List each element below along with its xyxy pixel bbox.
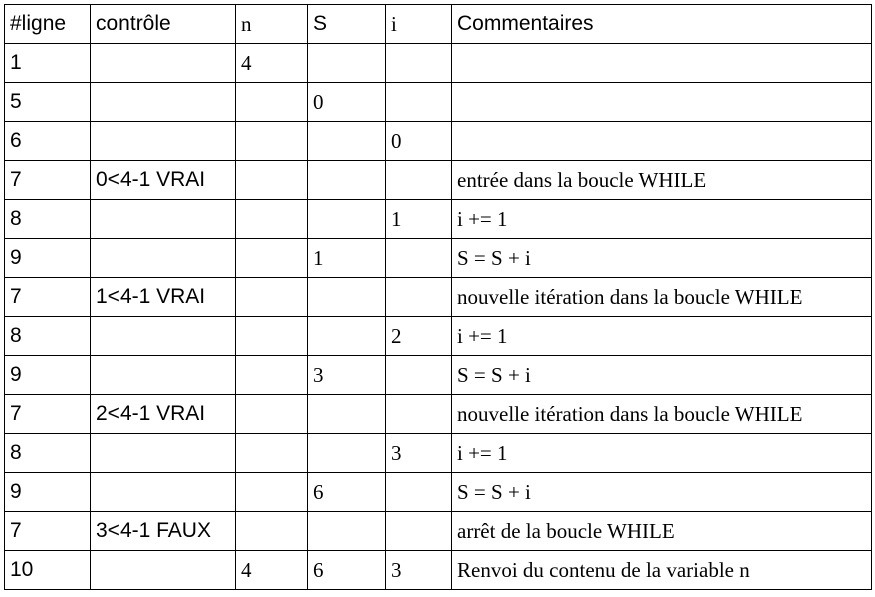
i-cell xyxy=(386,473,452,512)
s-cell xyxy=(308,317,386,356)
controle-cell: 3<4-1 FAUX xyxy=(91,512,236,551)
i-cell xyxy=(386,512,452,551)
n-cell xyxy=(236,512,308,551)
controle-cell xyxy=(91,473,236,512)
s-cell xyxy=(308,278,386,317)
controle-cell xyxy=(91,44,236,83)
commentaire-cell: nouvelle itération dans la boucle WHILE xyxy=(452,395,872,434)
n-cell xyxy=(236,122,308,161)
table-row xyxy=(5,122,872,161)
table-row xyxy=(5,317,872,356)
commentaire-cell: arrêt de la boucle WHILE xyxy=(452,512,872,551)
i-cell: 2 xyxy=(386,317,452,356)
table-row xyxy=(5,395,872,434)
s-cell xyxy=(308,395,386,434)
ligne-cell: 8 xyxy=(5,200,91,239)
commentaire-cell: S = S + i xyxy=(452,473,872,512)
controle-cell xyxy=(91,551,236,590)
table-row xyxy=(5,44,872,83)
controle-cell: 2<4-1 VRAI xyxy=(91,395,236,434)
n-cell xyxy=(236,356,308,395)
controle-cell xyxy=(91,317,236,356)
ligne-cell: 7 xyxy=(5,278,91,317)
ligne-cell: 9 xyxy=(5,356,91,395)
commentaire-cell: i += 1 xyxy=(452,200,872,239)
s-cell xyxy=(308,512,386,551)
header-n: n xyxy=(236,5,308,44)
table-row xyxy=(5,551,872,590)
i-cell xyxy=(386,83,452,122)
ligne-cell: 7 xyxy=(5,161,91,200)
commentaire-cell xyxy=(452,83,872,122)
table-body xyxy=(5,44,872,590)
commentaire-cell: i += 1 xyxy=(452,434,872,473)
s-cell: 3 xyxy=(308,356,386,395)
s-cell xyxy=(308,44,386,83)
controle-cell xyxy=(91,122,236,161)
i-cell: 3 xyxy=(386,434,452,473)
i-cell xyxy=(386,278,452,317)
controle-cell: 1<4-1 VRAI xyxy=(91,278,236,317)
s-cell: 0 xyxy=(308,83,386,122)
controle-cell: 0<4-1 VRAI xyxy=(91,161,236,200)
n-cell xyxy=(236,239,308,278)
table-row xyxy=(5,239,872,278)
controle-cell xyxy=(91,356,236,395)
i-cell xyxy=(386,395,452,434)
n-cell xyxy=(236,200,308,239)
n-cell xyxy=(236,473,308,512)
ligne-cell: 9 xyxy=(5,239,91,278)
s-cell: 1 xyxy=(308,239,386,278)
controle-cell xyxy=(91,239,236,278)
n-cell xyxy=(236,434,308,473)
i-cell xyxy=(386,161,452,200)
i-cell xyxy=(386,356,452,395)
commentaire-cell: entrée dans la boucle WHILE xyxy=(452,161,872,200)
s-cell xyxy=(308,161,386,200)
table-row xyxy=(5,83,872,122)
header-ligne: #ligne xyxy=(5,5,91,44)
commentaire-cell: S = S + i xyxy=(452,239,872,278)
table-row xyxy=(5,512,872,551)
header-commentaires: Commentaires xyxy=(452,5,872,44)
n-cell xyxy=(236,317,308,356)
ligne-cell: 7 xyxy=(5,395,91,434)
i-cell xyxy=(386,239,452,278)
n-cell xyxy=(236,161,308,200)
i-cell xyxy=(386,44,452,83)
controle-cell xyxy=(91,434,236,473)
commentaire-cell: i += 1 xyxy=(452,317,872,356)
table-header xyxy=(5,5,872,44)
n-cell xyxy=(236,83,308,122)
n-cell: 4 xyxy=(236,551,308,590)
trace-table xyxy=(4,4,872,590)
commentaire-cell xyxy=(452,44,872,83)
s-cell: 6 xyxy=(308,473,386,512)
ligne-cell: 6 xyxy=(5,122,91,161)
header-s: S xyxy=(308,5,386,44)
table-row xyxy=(5,200,872,239)
ligne-cell: 10 xyxy=(5,551,91,590)
s-cell xyxy=(308,200,386,239)
ligne-cell: 8 xyxy=(5,317,91,356)
ligne-cell: 7 xyxy=(5,512,91,551)
header-controle: contrôle xyxy=(91,5,236,44)
ligne-cell: 1 xyxy=(5,44,91,83)
n-cell xyxy=(236,278,308,317)
n-cell xyxy=(236,395,308,434)
ligne-cell: 5 xyxy=(5,83,91,122)
table-row xyxy=(5,434,872,473)
header-i: i xyxy=(386,5,452,44)
s-cell xyxy=(308,122,386,161)
s-cell: 6 xyxy=(308,551,386,590)
table-row xyxy=(5,356,872,395)
header-row xyxy=(5,5,872,44)
i-cell: 1 xyxy=(386,200,452,239)
commentaire-cell: Renvoi du contenu de la variable n xyxy=(452,551,872,590)
table-row xyxy=(5,161,872,200)
i-cell: 3 xyxy=(386,551,452,590)
commentaire-cell: S = S + i xyxy=(452,356,872,395)
n-cell: 4 xyxy=(236,44,308,83)
ligne-cell: 8 xyxy=(5,434,91,473)
i-cell: 0 xyxy=(386,122,452,161)
commentaire-cell xyxy=(452,122,872,161)
ligne-cell: 9 xyxy=(5,473,91,512)
s-cell xyxy=(308,434,386,473)
controle-cell xyxy=(91,83,236,122)
table-row xyxy=(5,473,872,512)
commentaire-cell: nouvelle itération dans la boucle WHILE xyxy=(452,278,872,317)
table-row xyxy=(5,278,872,317)
controle-cell xyxy=(91,200,236,239)
